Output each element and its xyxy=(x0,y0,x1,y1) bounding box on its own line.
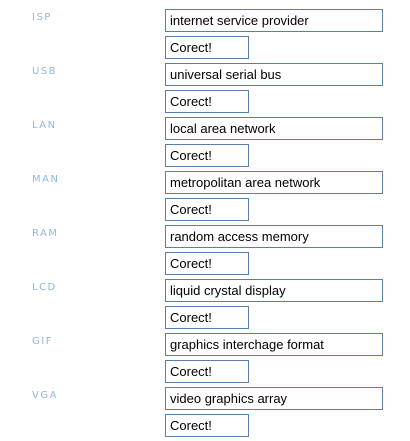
quiz-row-usb xyxy=(0,63,410,117)
answer-field[interactable]: video graphics array xyxy=(165,387,383,410)
answer-field[interactable]: local area network xyxy=(165,117,383,140)
feedback-field: Corect! xyxy=(165,306,249,329)
quiz-row-ram xyxy=(0,225,410,279)
quiz-row-vga xyxy=(0,387,410,441)
acronym-label: RAM xyxy=(32,228,59,239)
answer-field[interactable]: graphics interchage format xyxy=(165,333,383,356)
acronym-label: VGA xyxy=(32,390,58,401)
quiz-row-lan xyxy=(0,117,410,171)
answer-field[interactable]: metropolitan area network xyxy=(165,171,383,194)
feedback-field: Corect! xyxy=(165,360,249,383)
acronym-label: LAN xyxy=(32,120,57,131)
feedback-field: Corect! xyxy=(165,414,249,437)
acronym-label: ISP xyxy=(32,12,52,23)
answer-field[interactable]: universal serial bus xyxy=(165,63,383,86)
answer-field[interactable]: liquid crystal display xyxy=(165,279,383,302)
feedback-field: Corect! xyxy=(165,198,249,221)
answer-field[interactable]: internet service provider xyxy=(165,9,383,32)
quiz-row-lcd xyxy=(0,279,410,333)
quiz-row-isp xyxy=(0,9,410,63)
feedback-field: Corect! xyxy=(165,36,249,59)
quiz-row-man xyxy=(0,171,410,225)
answer-field[interactable]: random access memory xyxy=(165,225,383,248)
acronym-label: MAN xyxy=(32,174,60,185)
acronym-label: GIF xyxy=(32,336,53,347)
feedback-field: Corect! xyxy=(165,252,249,275)
feedback-field: Corect! xyxy=(165,90,249,113)
acronym-label: USB xyxy=(32,66,58,77)
quiz-row-gif xyxy=(0,333,410,387)
acronym-label: LCD xyxy=(32,282,57,293)
feedback-field: Corect! xyxy=(165,144,249,167)
